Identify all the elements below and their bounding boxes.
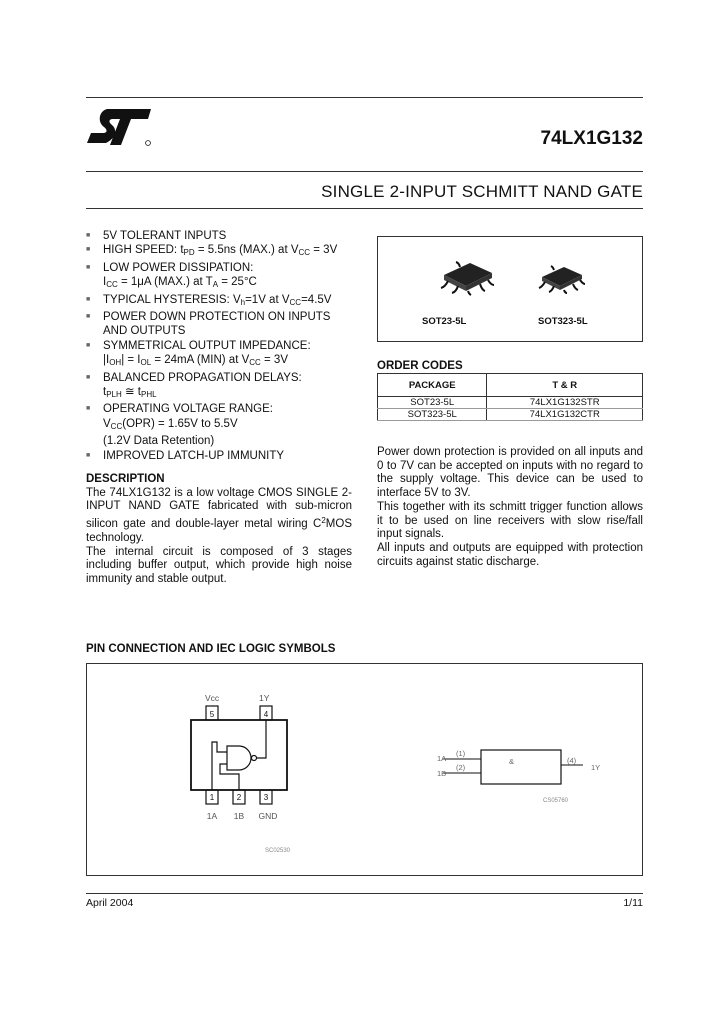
nand-gate-symbol (212, 720, 266, 790)
pin3-number: 3 (263, 793, 269, 802)
feature-item: ■ POWER DOWN PROTECTION ON INPUTS (86, 311, 331, 324)
feature-item: $I_{CC} = 1\mu A$ (MAX.) at $T_A = 25^\circ C$ (103, 276, 257, 290)
pin-label-gnd: GND (258, 811, 278, 821)
part-number: 74LX1G132 (540, 128, 643, 149)
order-cell-package: SOT323-5L (378, 409, 487, 421)
drawing-code-right: CS05760 (543, 798, 569, 804)
pin-connection-diagram (87, 664, 642, 875)
logic-label-1y: 1Y (591, 763, 601, 772)
description-paragraph-2: The internal circuit is composed of 3 stages including buffer output, which provide high noise immunity and stable output. (86, 545, 352, 585)
feature-item: (1.2V Data Retention) (103, 435, 215, 448)
feature-item: ■ SYMMETRICAL OUTPUT IMPEDANCE: (86, 339, 311, 352)
bullet-icon: ■ (86, 405, 91, 413)
feature-item: $|I_{OH}| = I_{OL} = 24mA$ (MIN) at $V_{CC} = 3V$ (103, 354, 289, 368)
feature-item: ■ BALANCED PROPAGATION DELAYS: (86, 371, 302, 384)
bullet-icon: ■ (86, 373, 91, 381)
order-codes-heading: ORDER CODES (377, 360, 463, 372)
bullet-icon: ■ (86, 232, 91, 239)
document-title: SINGLE 2-INPUT SCHMITT NAND GATE (321, 182, 643, 201)
pin-label-1b: 1B (233, 811, 245, 821)
bullet-icon: ■ (86, 246, 91, 254)
pin4-number: 4 (263, 710, 269, 719)
title-underline (86, 208, 643, 209)
right-paragraph-2: This together with its schmitt trigger function allows it to be used on line receivers with slow rise/fall input signals. (377, 500, 643, 541)
package-label-sot23: SOT23-5L (422, 316, 467, 327)
feature-item: ■ 5V TOLERANT INPUTS (86, 230, 227, 242)
pin1-number: 1 (209, 793, 215, 802)
footer-date: April 2004 (86, 897, 134, 909)
pin-label-1y: 1Y (259, 693, 270, 703)
description-block (86, 473, 352, 587)
table-row (378, 397, 643, 409)
feature-item: ■ HIGH SPEED: $t_{PD} = 5.5ns$ (MAX.) at $V_{CC} = 3V$ (86, 244, 338, 258)
sot323-package-icon (534, 263, 588, 297)
feature-item: ■ TYPICAL HYSTERESIS: $V_h=1V$ at $V_{CC}=4.5V$ (86, 293, 332, 307)
table-row (378, 409, 643, 421)
order-col-package: PACKAGE (378, 374, 487, 397)
st-logo (85, 105, 153, 147)
logic-pin4: (4) (567, 756, 577, 765)
logic-label-1b: 1B (437, 769, 447, 778)
feature-item: AND OUTPUTS (103, 325, 186, 338)
right-paragraph-3: All inputs and outputs are equipped with protection circuits against static discharge. (377, 541, 643, 568)
title-rule (86, 171, 643, 172)
pin-label-1a: 1A (206, 811, 218, 821)
right-text-block (377, 446, 643, 569)
logic-pin2: (2) (456, 763, 466, 772)
footer-page: 1/11 (623, 897, 643, 909)
bullet-icon: ■ (86, 295, 91, 303)
top-rule (86, 97, 643, 98)
footer-rule (86, 893, 643, 894)
feature-item: $t_{PLH}$ ≅ $t_{PHL}$ (103, 386, 157, 400)
feature-item: $V_{CC}(OPR) = 1.65V$ to 5.5V (103, 417, 238, 431)
bullet-icon: ■ (86, 341, 91, 349)
logic-pin1: (1) (456, 749, 466, 758)
feature-list (86, 229, 366, 463)
iec-logic-symbol (437, 749, 600, 804)
pin-diagram-box (86, 663, 643, 876)
bullet-icon: ■ (86, 263, 91, 271)
logic-ampersand: & (509, 757, 515, 766)
order-cell-code: 74LX1G132STR (487, 397, 643, 409)
order-col-tr: T & R (487, 374, 643, 397)
pin5-number: 5 (209, 710, 215, 719)
order-codes-table (377, 373, 643, 421)
feature-item: ■ OPERATING VOLTAGE RANGE: (86, 403, 273, 416)
package-label-sot323: SOT323-5L (538, 316, 588, 327)
logic-label-1a: 1A (437, 754, 447, 763)
description-heading: DESCRIPTION (86, 473, 165, 485)
order-cell-package: SOT23-5L (378, 397, 487, 409)
feature-item: ■ LOW POWER DISSIPATION: (86, 261, 254, 274)
right-paragraph-1: Power down protection is provided on all inputs and 0 to 7V can be accepted on inputs with no regard to the supply voltage. This device can be used to interface 5V to 3V. (377, 446, 643, 500)
pin2-number: 2 (236, 793, 242, 802)
feature-item: ■ IMPROVED LATCH-UP IMMUNITY (86, 449, 285, 462)
drawing-code-left: SC02530 (265, 848, 291, 854)
sot23-package-icon (436, 259, 498, 297)
package-box (377, 236, 643, 342)
bullet-icon: ■ (86, 313, 91, 321)
order-cell-code: 74LX1G132CTR (487, 409, 643, 421)
description-paragraph-1: The 74LX1G132 is a low voltage CMOS SINGLE 2-INPUT NAND GATE fabricated with sub-micron silicon gate and double-layer metal wiring $C^2MOS$ technology. (86, 486, 352, 544)
pin-label-vcc: Vcc (205, 693, 220, 703)
bullet-icon: ■ (86, 451, 91, 459)
pin-section-heading: PIN CONNECTION AND IEC LOGIC SYMBOLS (86, 643, 336, 655)
